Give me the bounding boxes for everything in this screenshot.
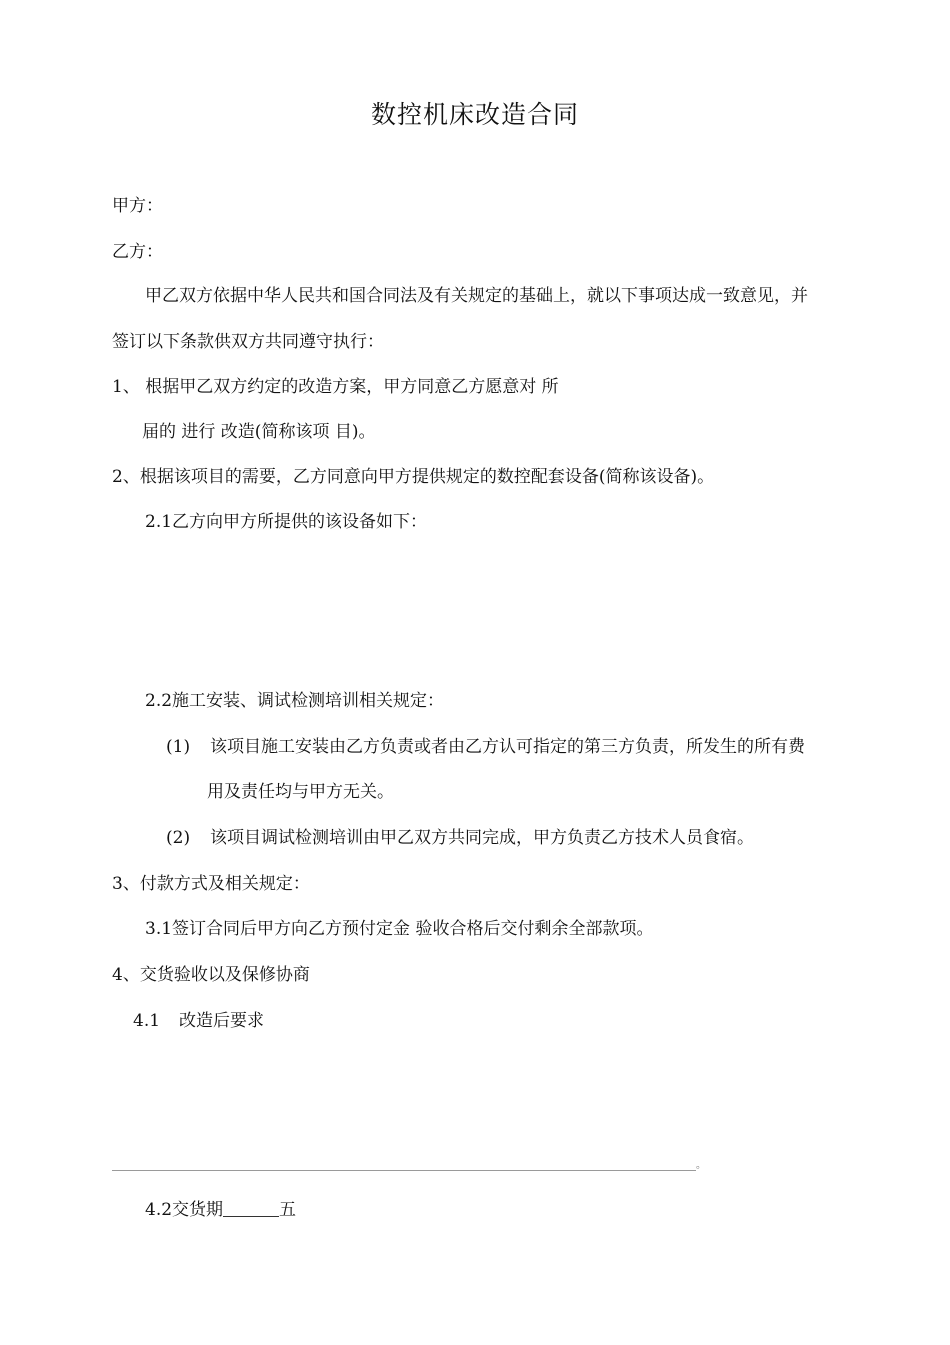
intro-line-1: 甲乙双方依据中华人民共和国合同法及有关规定的基础上，就以下事项达成一致意见，并 — [145, 286, 808, 306]
item-2-line-1: 该项目调试检测培训由甲乙双方共同完成，甲方负责乙方技术人员食宿。 — [210, 828, 754, 848]
fill-in-line — [112, 1170, 696, 1171]
clause-4: 4、交货验收以及保修协商 — [112, 965, 310, 985]
clause-4-2-suffix: 五 — [279, 1200, 297, 1220]
intro-line-2: 签订以下条款供双方共同遵守执行： — [112, 332, 384, 352]
delivery-period-blank — [223, 1200, 279, 1217]
clause-4-1-text: 改造后要求 — [179, 1011, 264, 1031]
clause-1-line-1: 1、 根据甲乙双方约定的改造方案，甲方同意乙方愿意对 所 — [112, 377, 559, 397]
item-2-number: (2) — [166, 828, 191, 848]
document-title: 数控机床改造合同 — [370, 100, 579, 129]
clause-2-1: 2.1乙方向甲方所提供的该设备如下： — [145, 512, 428, 532]
clause-4-1-number: 4.1 — [133, 1011, 161, 1031]
clause-2: 2、根据该项目的需要，乙方同意向甲方提供规定的数控配套设备(简称该设备)。 — [112, 467, 715, 487]
clause-3-1: 3.1签订合同后甲方向乙方预付定金 验收合格后交付剩余全部款项。 — [145, 919, 654, 939]
clause-4-2-label: 4.2交货期 — [145, 1200, 224, 1220]
party-b-label: 乙方： — [112, 242, 163, 262]
clause-2-2: 2.2施工安装、调试检测培训相关规定： — [145, 691, 445, 711]
party-a-label: 甲方： — [112, 196, 163, 216]
clause-4-2 — [145, 1198, 296, 1222]
item-1-number: (1) — [166, 737, 191, 757]
item-1-line-1: 该项目施工安装由乙方负责或者由乙方认可指定的第三方负责，所发生的所有费 — [210, 737, 805, 757]
clause-3: 3、付款方式及相关规定： — [112, 874, 310, 894]
fill-in-line-period: 。 — [696, 1160, 706, 1171]
item-1-line-2: 用及责任均与甲方无关。 — [207, 782, 394, 802]
clause-1-line-2: 届的 进行 改造(简称该项 目)。 — [142, 422, 376, 442]
